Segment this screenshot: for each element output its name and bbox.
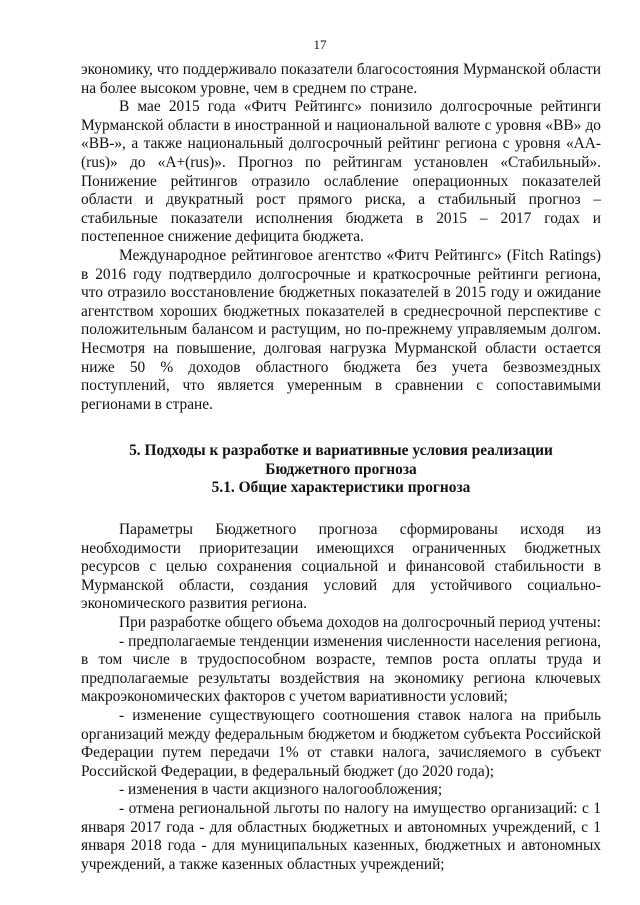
paragraph: При разработке общего объема доходов на долгосрочный период учтены: <box>119 614 601 632</box>
list-item: - изменения в части акцизного налогообложения; <box>119 781 443 799</box>
paragraph: Международное рейтинговое агентство «Фитч Рейтингс» (Fitch Ratings) в 2016 году подтвердило долгосрочные и краткосрочные рейтинги региона, что отразило восстановление бюджетных показателей в 2015 году и ожидание агентством хороших бюджетных показателей в среднесрочной перспективе с положительным балансом и растущим, но по-прежнему управляемым долгом. Несмотря на повышение, долговая нагрузка Мурманской области остается ниже 50 % доходов областного бюджета без учета безвозмездных поступлений, что является умеренным в сравнении с сопоставимыми регионами в стране. <box>81 246 601 413</box>
page-number: 17 <box>313 37 327 52</box>
list-item: - предполагаемые тенденции изменения численности населения региона, в том числе в трудоспособном возрасте, темпов роста оплаты труда и предполагаемые результаты воздействия на экономику региона ключевых макроэкономических факторов с учетом вариативности условий; <box>81 632 601 706</box>
list-item: - отмена региональной льготы по налогу на имущество организаций: с 1 января 2017 года - для областных бюджетных и автономных учреждений, с 1 января 2018 года - для муниципальных казенных, бюджетных и автономных учреждений, а также казенных областных учреждений; <box>81 799 601 873</box>
section-heading-continued: Бюджетного прогноза <box>265 460 417 478</box>
document-body <box>81 61 601 874</box>
section-heading: 5. Подходы к разработке и вариативные условия реализации <box>129 442 553 460</box>
paragraph: Параметры Бюджетного прогноза сформированы исходя из необходимости приоритезации имеющихся ограниченных бюджетных ресурсов с целью сохранения социальной и финансовой стабильности в Мурманской области, создания условий для устойчивого социально-экономического развития региона. <box>81 521 601 613</box>
paragraph: В мае 2015 года «Фитч Рейтингс» понизило долгосрочные рейтинги Мурманской области в иностранной и национальной валюте с уровня «BB» до «BB-», а также национальный долгосрочный рейтинг региона с уровня «AA-(rus)» до «A+(rus)». Прогноз по рейтингам установлен «Стабильный». Понижение рейтингов отразило ослабление операционных показателей области и двукратный рост прямого риска, а стабильный прогноз – стабильные показатели исполнения бюджета в 2015 – 2017 годах и постепенное снижение дефицита бюджета. <box>81 98 601 246</box>
subsection-heading: 5.1. Общие характеристики прогноза <box>211 479 471 497</box>
list-item: - изменение существующего соотношения ставок налога на прибыль организаций между федеральным бюджетом и бюджетом субъекта Российской Федерации путем передачи 1% от ставки налога, зачисляемого в субъект Российской Федерации, в федеральный бюджет (до 2020 года); <box>81 707 601 780</box>
paragraph: экономику, что поддерживало пoказатели благосостояния Мурманской области на более высоком уровне, чем в среднем по стране. <box>81 61 601 97</box>
